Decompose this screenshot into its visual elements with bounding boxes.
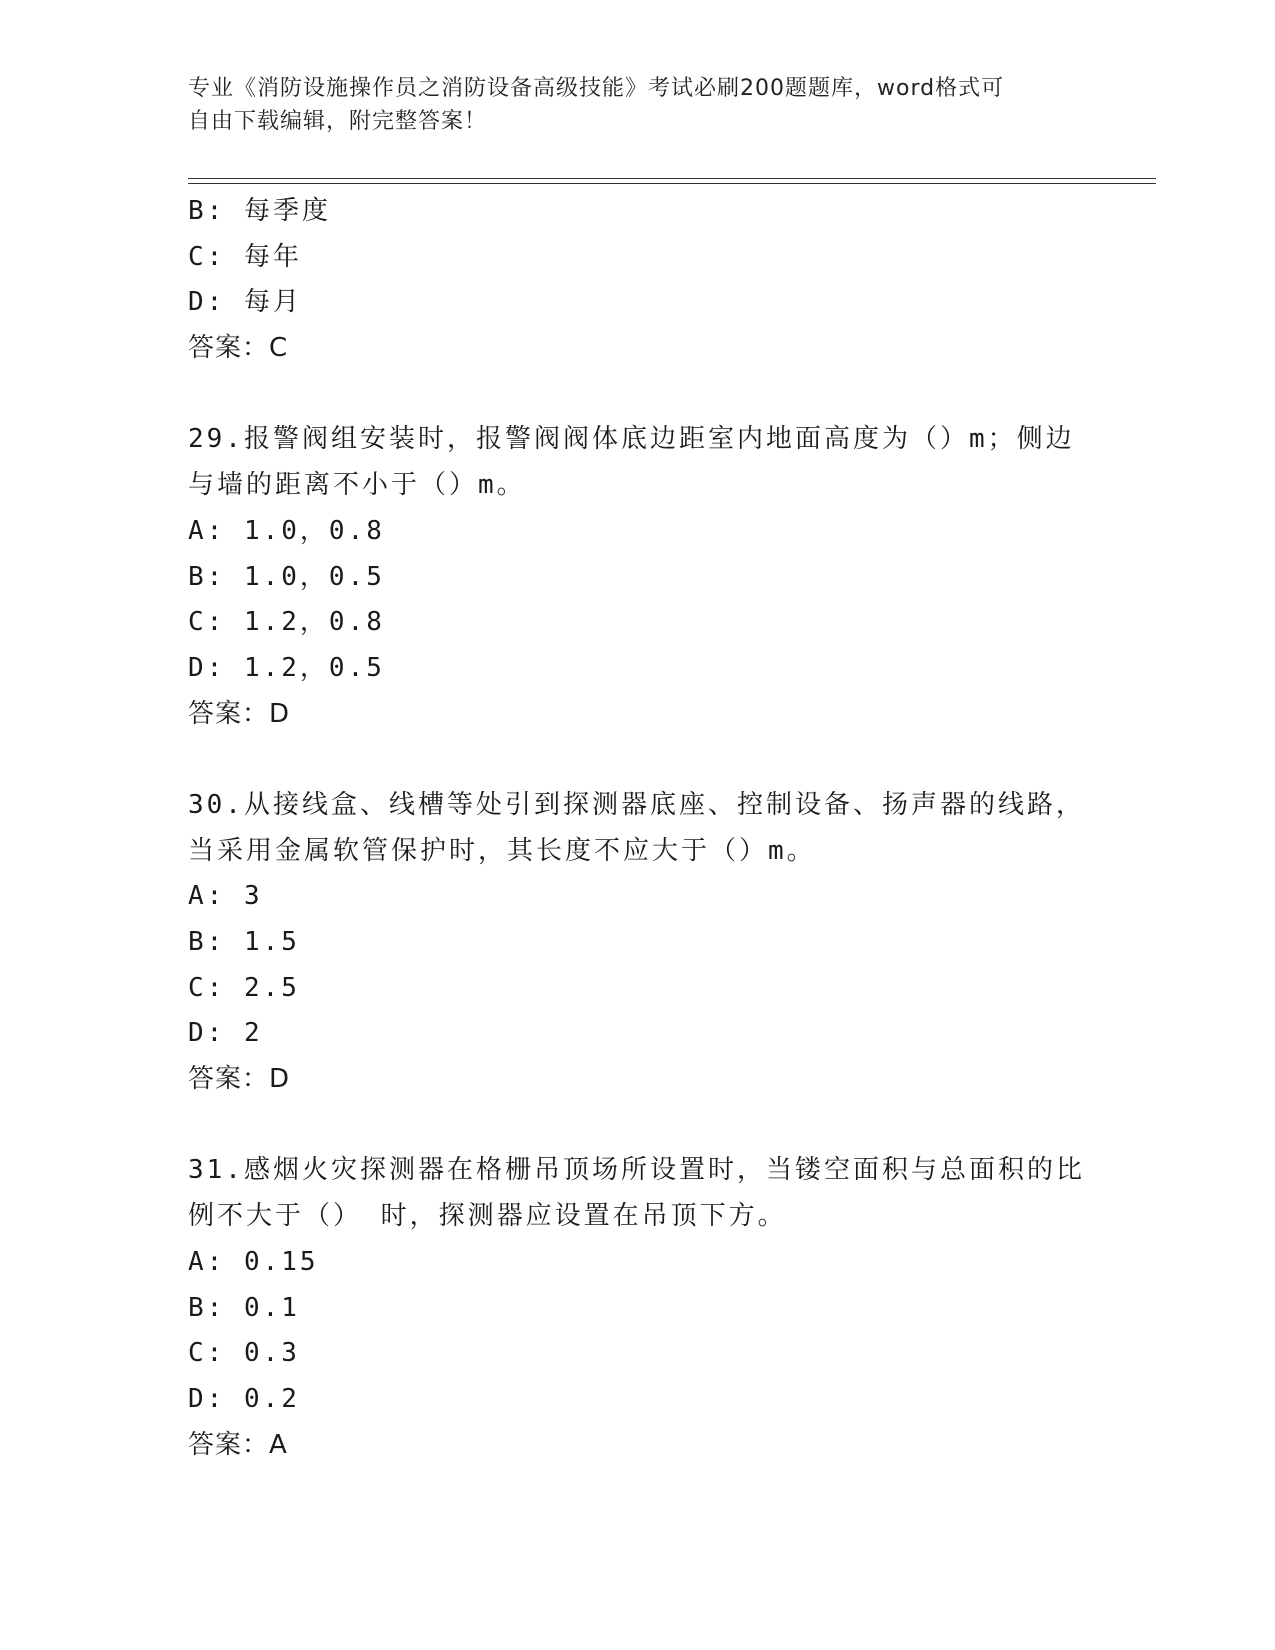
option-a: A: 3 [188, 881, 263, 912]
question-29 [188, 417, 1088, 737]
option-c: C: 2.5 [188, 972, 300, 1003]
question-text: 30.从接线盒、线槽等处引到探测器底座、控制设备、扬声器的线路， [188, 789, 1085, 820]
option-d: D: 2 [188, 1018, 263, 1049]
question-30 [188, 783, 1088, 1103]
option-b: B: 每季度 [188, 196, 331, 226]
question-text: 29.报警阀组安装时，报警阀阀体底边距室内地面高度为（）m；侧边 [188, 424, 1075, 455]
question-text: 当采用金属软管保护时，其长度不应大于（）m。 [188, 835, 816, 866]
header-divider-bottom [188, 183, 1156, 184]
question-28-continued [188, 189, 1088, 372]
question-text: 31.感烟火灾探测器在格栅吊顶场所设置时，当镂空面积与总面积的比 [188, 1155, 1085, 1186]
header-line-1: 专业《消防设施操作员之消防设备高级技能》考试必刷200题题库，word格式可 [188, 76, 1005, 101]
option-b: B: 0.1 [188, 1292, 300, 1323]
answer-line: 答案：C [188, 333, 289, 364]
option-c: C: 0.3 [188, 1338, 300, 1369]
option-d: D: 每月 [188, 287, 302, 318]
option-a: A: 1.0，0.8 [188, 515, 385, 546]
option-c: C: 1.2，0.8 [188, 607, 385, 638]
option-d: D: 1.2，0.5 [188, 652, 385, 683]
header-divider-top [188, 178, 1156, 179]
option-b: B: 1.0，0.5 [188, 561, 385, 592]
spacer [188, 737, 1088, 783]
option-a: A: 0.15 [188, 1246, 319, 1277]
option-b: B: 1.5 [188, 927, 300, 957]
answer-line: 答案：D [188, 1064, 291, 1095]
answer-line: 答案：D [188, 698, 291, 729]
option-c: C: 每年 [188, 241, 302, 272]
question-list [188, 189, 1088, 1468]
spacer [188, 372, 1088, 418]
question-text: 例不大于（） 时，探测器应设置在吊顶下方。 [188, 1201, 787, 1232]
option-d: D: 0.2 [188, 1383, 300, 1414]
header-line-2: 自由下载编辑，附完整答案！ [188, 109, 488, 134]
document-header [188, 72, 1088, 138]
spacer [188, 1103, 1088, 1149]
answer-line: 答案：A [188, 1429, 288, 1460]
question-text: 与墙的距离不小于（）m。 [188, 470, 526, 501]
question-31 [188, 1148, 1088, 1468]
